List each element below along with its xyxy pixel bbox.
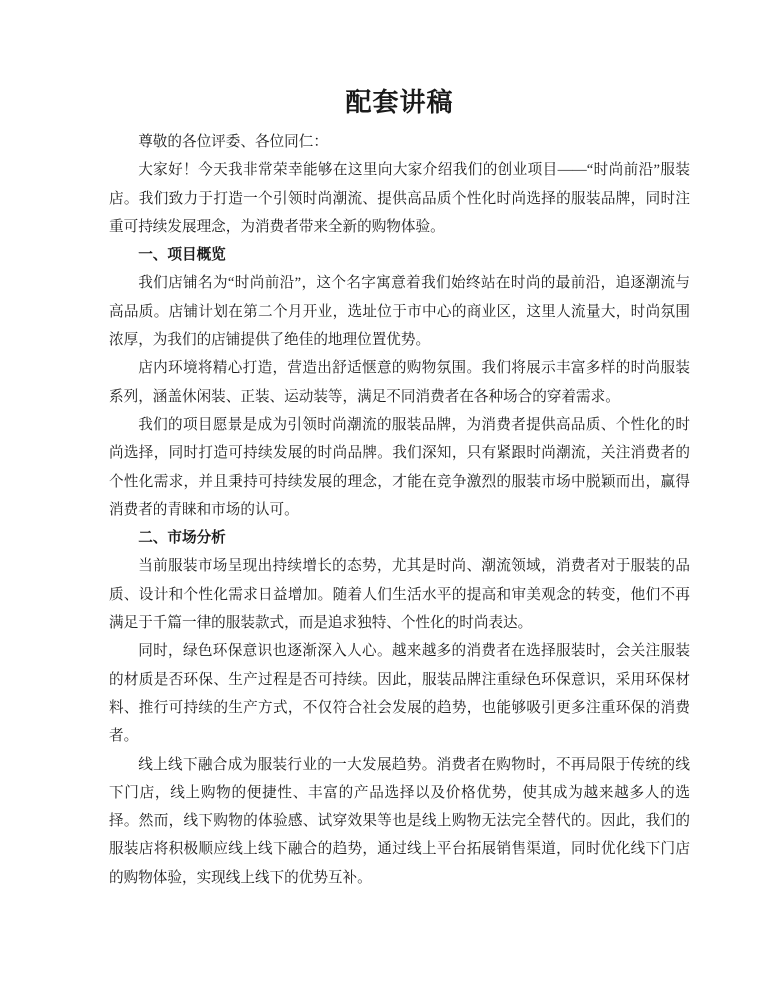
section-heading-project-overview: 一、项目概览 [138,247,226,264]
document-title: 配套讲稿 [345,88,454,117]
project-vision-paragraph: 我们的项目愿景是成为引领时尚潮流的服装品牌，为消费者提供高品质、个性化的时尚选择，同时打造可持续发展的时尚品牌。我们深知，只有紧跟时尚潮流，关注消费者的个性化需求，并且秉持可持续发展的理念，才能在竞争激烈的服装市场中脱颖而出，赢得消费者的青睐和市场的认可。 [109,416,690,518]
section-heading-market-analysis: 二、市场分析 [138,530,226,547]
salutation-paragraph: 尊敬的各位评委、各位同仁： [138,134,328,150]
store-environment-paragraph: 店内环境将精心打造，营造出舒适惬意的购物氛围。我们将展示丰富多样的时尚服装系列，涵盖休闲装、正装、运动装等，满足不同消费者在各种场合的穿着需求。 [109,360,690,405]
store-name-location-paragraph: 我们店铺名为“时尚前沿”，这个名字寓意着我们始终站在时尚的最前沿，追逐潮流与高品质。店铺计划在第二个月开业，选址位于市中心的商业区，这里人流量大，时尚氛围浓厚，为我们的店铺提供了绝佳的地理位置优势。 [109,275,690,349]
market-growth-paragraph: 当前服装市场呈现出持续增长的态势，尤其是时尚、潮流领域，消费者对于服装的品质、设计和个性化需求日益增加。随着人们生活水平的提高和审美观念的转变，他们不再满足于千篇一律的服装款式，而是追求独特、个性化的时尚表达。 [109,558,690,632]
eco-awareness-paragraph: 同时，绿色环保意识也逐渐深入人心。越来越多的消费者在选择服装时，会关注服装的材质是否环保、生产过程是否可持续。因此，服装品牌注重绿色环保意识，采用环保材料、推行可持续的生产方式，不仅符合社会发展的趋势，也能够吸引更多注重环保的消费者。 [109,643,690,745]
online-offline-trend-paragraph: 线上线下融合成为服装行业的一大发展趋势。消费者在购物时，不再局限于传统的线下门店，线上购物的便捷性、丰富的产品选择以及价格优势，使其成为越来越多人的选择。然而，线下购物的体验感、试穿效果等也是线上购物无法完全替代的。因此，我们的服装店将积极顺应线上线下融合的趋势，通过线上平台拓展销售渠道，同时优化线下门店的购物体验，实现线上线下的优势互补。 [109,756,690,886]
intro-paragraph: 大家好！今天我非常荣幸能够在这里向大家介绍我们的创业项目——“时尚前沿”服装店。我们致力于打造一个引领时尚潮流、提供高品质个性化时尚选择的服装品牌，同时注重可持续发展理念，为消费者带来全新的购物体验。 [109,162,690,235]
